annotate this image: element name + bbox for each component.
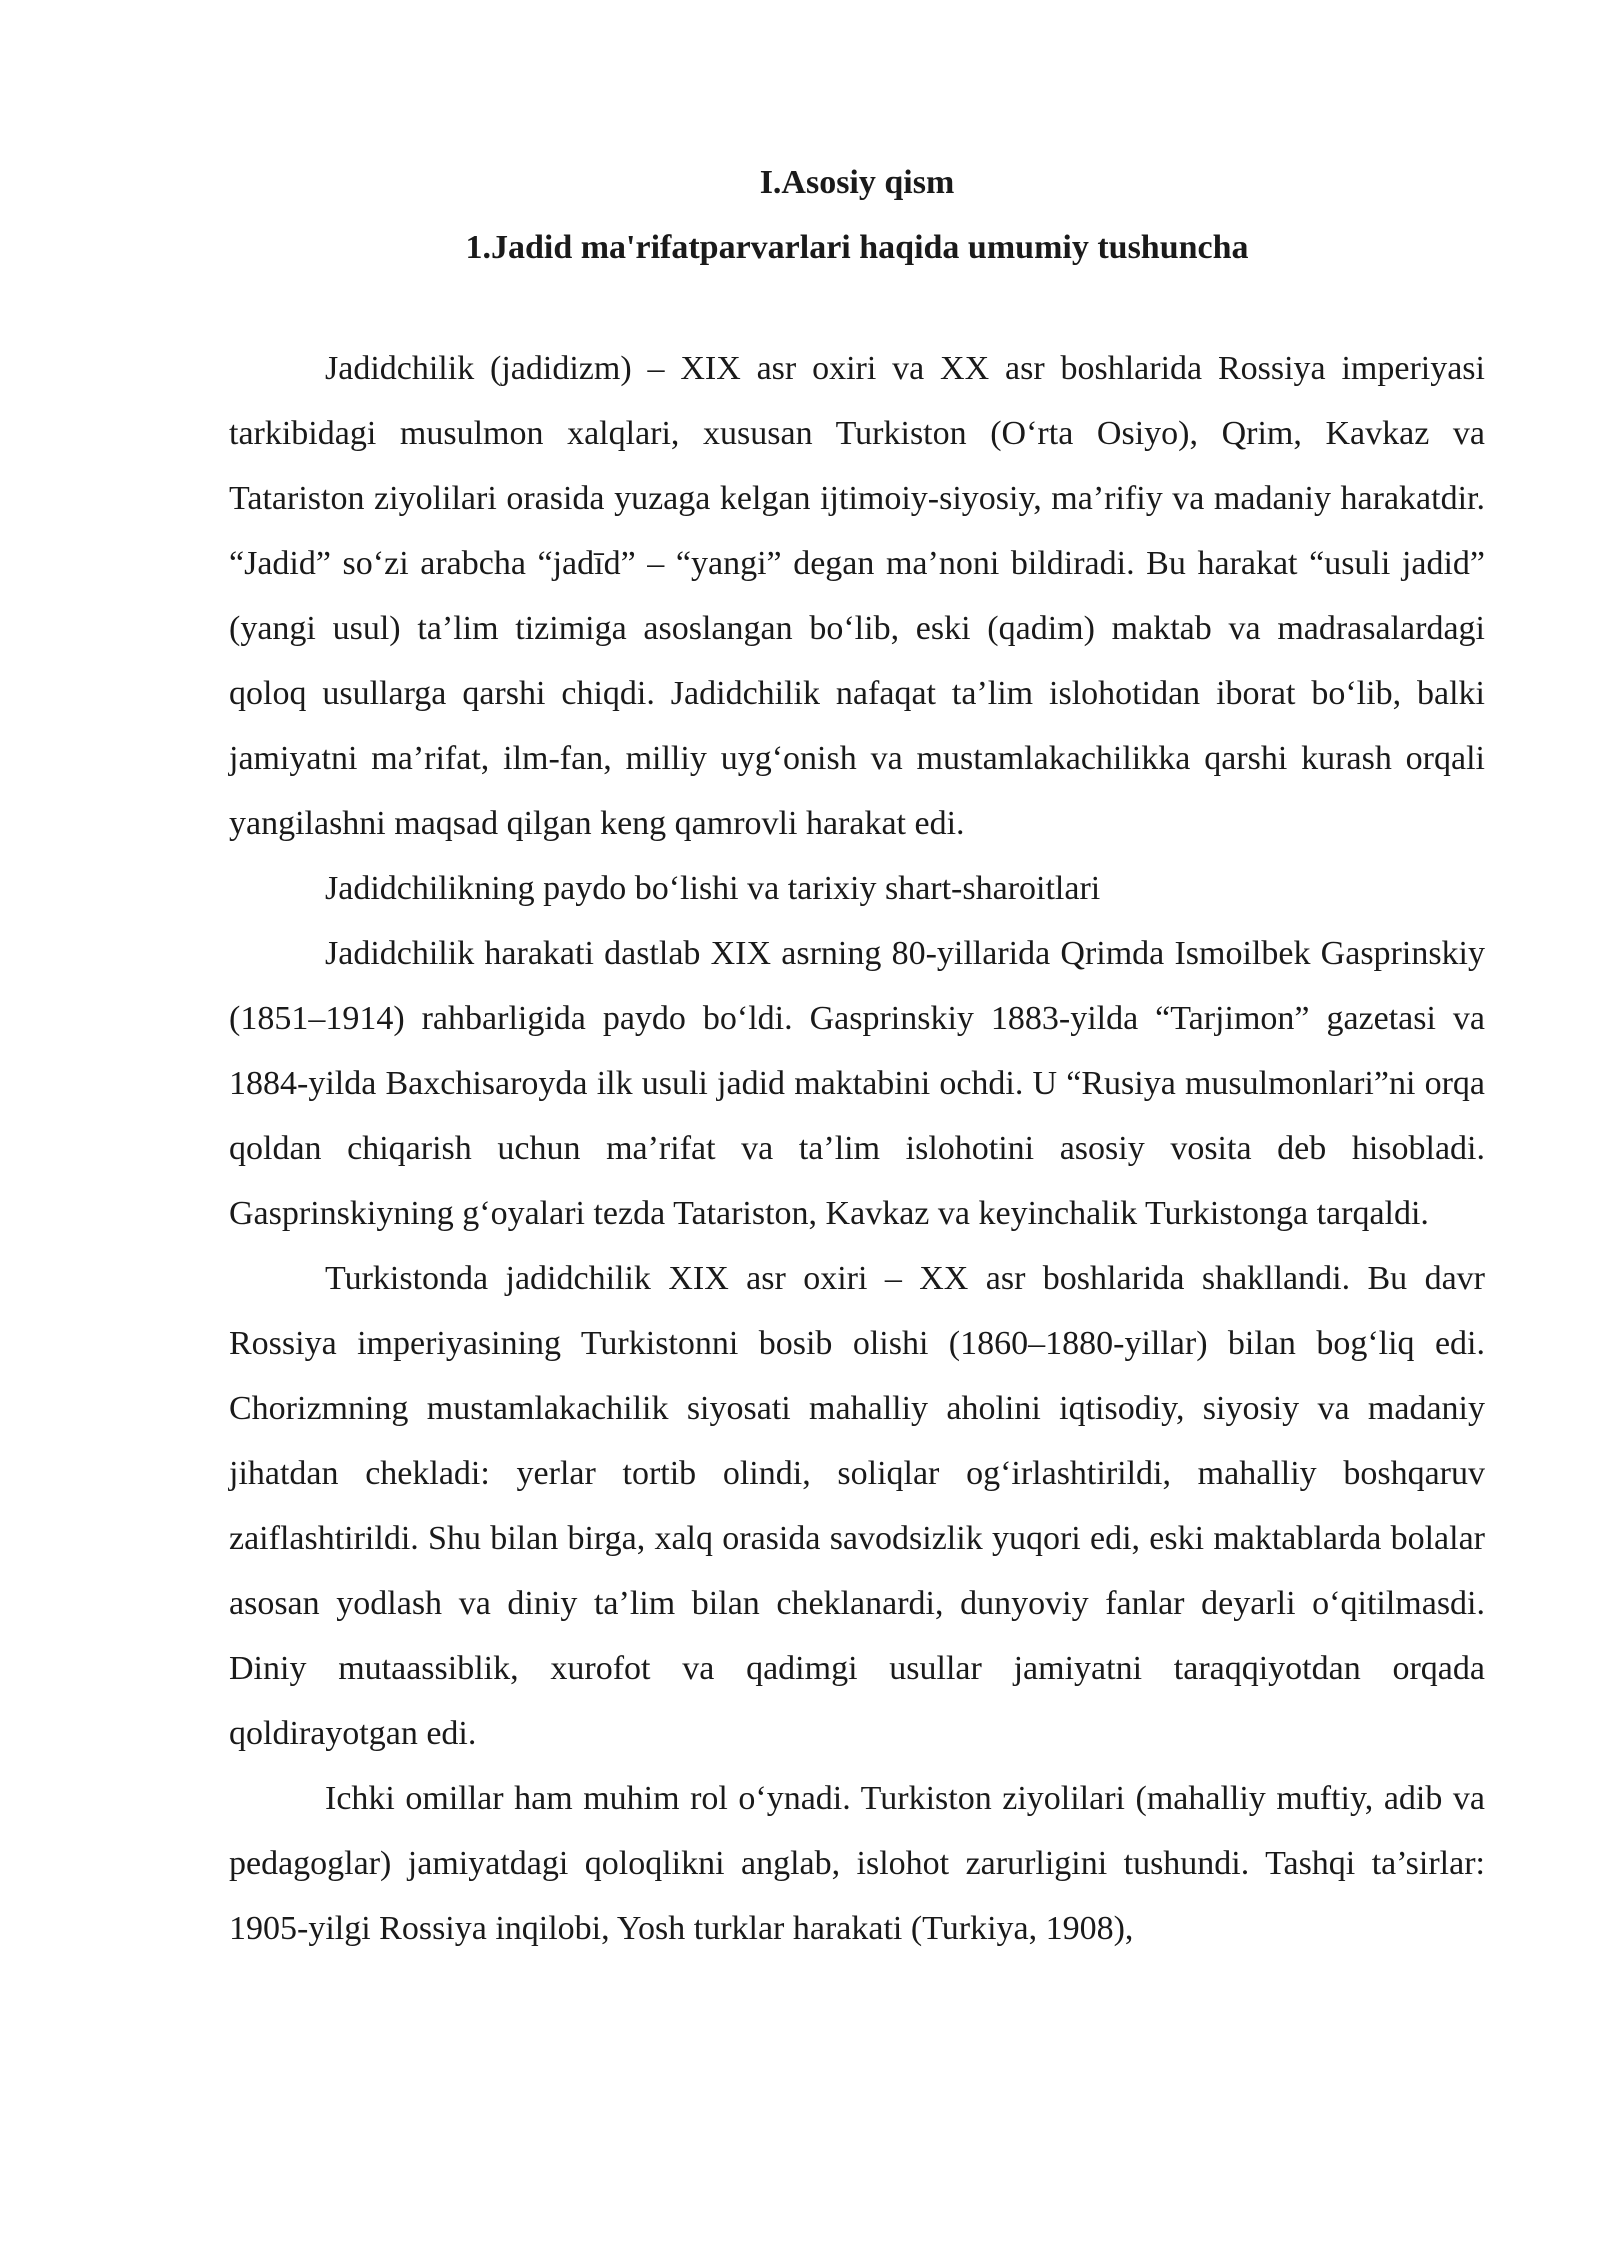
paragraph-turkiston: Turkistonda jadidchilik XIX asr oxiri – XX asr boshlarida shakllandi. Bu davr Rossiya imperiyasining Turkistonni bosib olishi (1860–1880-yillar) bilan bog‘liq edi. Chorizmning mustamlakachilik siyosati mahalliy aholini iqtisodiy, siyosiy va madaniy jihatdan chekladi: yerlar tortib olindi, soliqlar og‘irlashtirildi, mahalliy boshqaruv zaiflashtirildi. Shu bilan birga, xalq orasida savodsizlik yuqori edi, eski maktablarda bolalar asosan yodlash va diniy ta’lim bilan cheklanardi, dunyoviy fanlar deyarli o‘qitilmasdi. Diniy mutaassiblik, xurofot va qadimgi usullar jamiyatni taraqqiyotdan orqada qoldirayotgan edi. — [229, 1260, 1485, 1752]
subsection-title: 1.Jadid ma'rifatparvarlari haqida umumiy tushuncha — [465, 229, 1249, 266]
paragraph-internal-factors: Ichki omillar ham muhim rol o‘ynadi. Turkiston ziyolilari (mahalliy muftiy, adib va pedagoglar) jamiyatdagi qoloqlikni anglab, islohot zarurligini tushundi. Tashqi ta’sirlar: 1905-yilgi Rossiya inqilobi, Yosh turklar harakati (Turkiya, 1908), — [229, 1780, 1485, 1947]
paragraph-gasprinskiy: Jadidchilik harakati dastlab XIX asrning 80-yillarida Qrimda Ismoilbek Gasprinskiy (1851–1914) rahbarligida paydo bo‘ldi. Gasprinskiy 1883-yilda “Tarjimon” gazetasi va 1884-yilda Baxchisaroyda ilk usuli jadid maktabini ochdi. U “Rusiya musulmonlari”ni orqa qoldan chiqarish uchun ma’rifat va ta’lim islohotini asosiy vosita deb hisobladi. Gasprinskiyning g‘oyalari tezda Tatariston, Kavkaz va keyinchalik Turkistonga tarqaldi. — [229, 935, 1485, 1232]
document-page — [229, 150, 1485, 1961]
paragraph-definition: Jadidchilik (jadidizm) – XIX asr oxiri va XX asr boshlarida Rossiya imperiyasi tarkibidagi musulmon xalqlari, xususan Turkiston (O‘rta Osiyo), Qrim, Kavkaz va Tatariston ziyolilari orasida yuzaga kelgan ijtimoiy-siyosiy, ma’rifiy va madaniy harakatdir. “Jadid” so‘zi arabcha “jadīd” – “yangi” degan ma’noni bildiradi. Bu harakat “usuli jadid” (yangi usul) ta’lim tizimiga asoslangan bo‘lib, eski (qadim) maktab va madrasalardagi qoloq usullarga qarshi chiqdi. Jadidchilik nafaqat ta’lim islohotidan iborat bo‘lib, balki jamiyatni ma’rifat, ilm-fan, milliy uyg‘onish va mustamlakachilikka qarshi kurash orqali yangilashni maqsad qilgan keng qamrovli harakat edi. — [229, 350, 1485, 842]
paragraph-subheading: Jadidchilikning paydo bo‘lishi va tarixiy shart-sharoitlari — [325, 870, 1101, 907]
section-title: I.Asosiy qism — [759, 164, 955, 201]
